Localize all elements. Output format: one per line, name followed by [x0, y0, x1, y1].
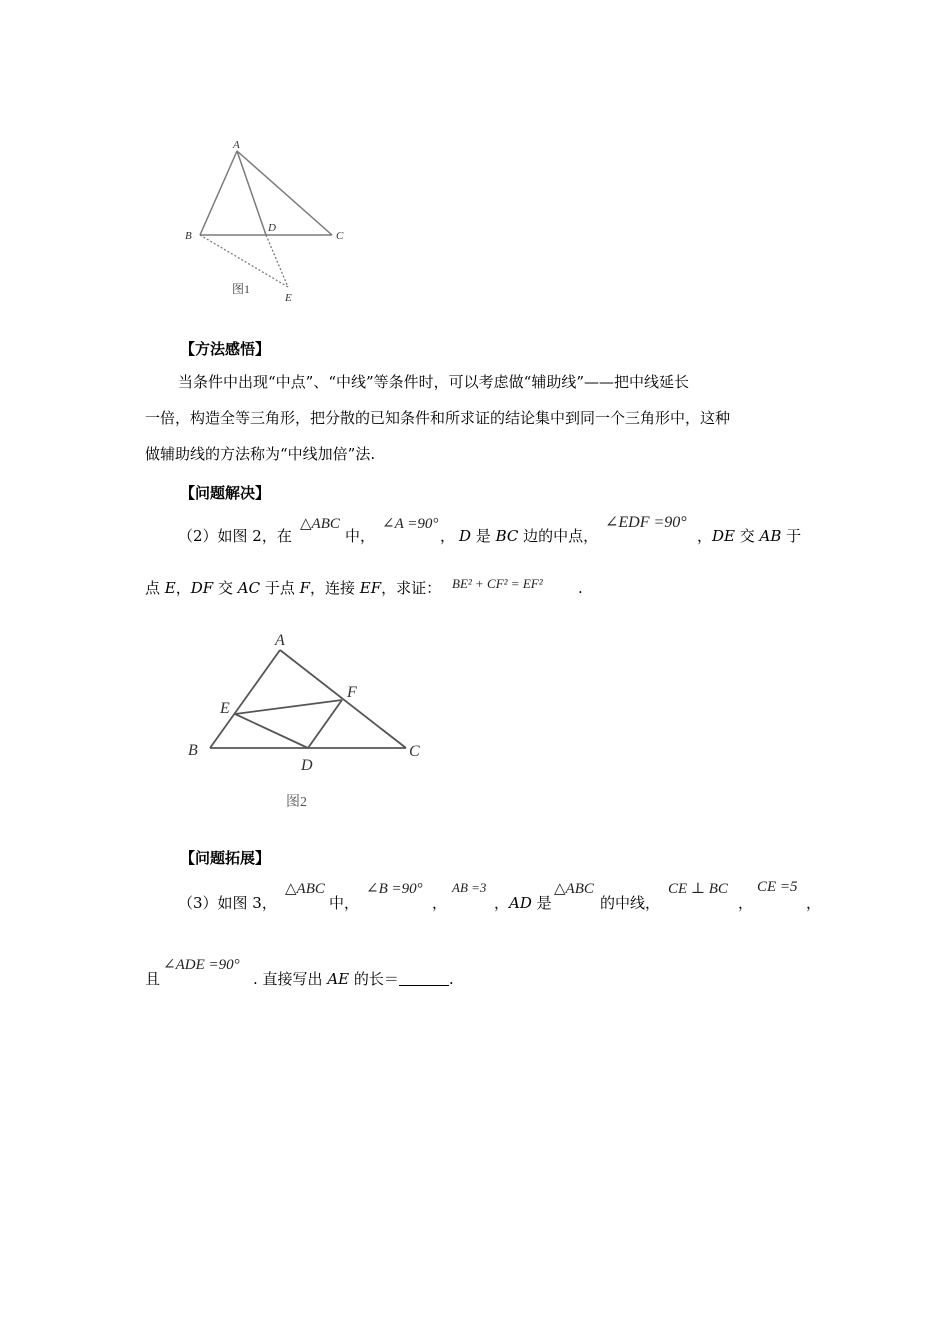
fig1-dashed-DE — [266, 235, 288, 287]
figure-1 — [170, 135, 370, 315]
solve-zhong: 中， — [345, 527, 376, 545]
extend-median: 的中线， — [600, 894, 661, 912]
fig2-line-AB — [210, 650, 280, 748]
fig2-line-EF — [235, 700, 342, 714]
fig2-label-B: B — [188, 742, 198, 759]
fig1-label-D: D — [268, 222, 276, 234]
answer-blank[interactable] — [399, 971, 449, 986]
extend-line2-rest — [253, 969, 454, 989]
fig2-line-DF — [308, 700, 342, 748]
fig2-line-AC — [280, 650, 406, 748]
extend-end-period: . — [448, 970, 454, 988]
extend-ab-3: AB =3 — [452, 880, 487, 895]
solve-heading: 【问题解决】 — [180, 484, 271, 502]
extend-triangle-abc-1: △ABC — [285, 881, 325, 897]
fig2-caption: 图2 — [286, 795, 307, 810]
method-heading: 【方法感悟】 — [180, 340, 271, 358]
extend-var-ad: AD — [509, 894, 532, 912]
solve-l2-qiuzheng: ，求证： — [381, 579, 442, 597]
extend-angle-b: ∠B =90° — [366, 881, 423, 897]
extend-angle-ade: ∠ADE =90° — [163, 957, 240, 973]
extend-comma-1: ， — [432, 894, 448, 912]
solve-comma-2: ， — [697, 527, 713, 545]
extend-zhong: 中， — [329, 894, 360, 912]
extend-direct: . 直接写出 — [253, 970, 328, 988]
solve-l2-yudian: 于点 — [260, 579, 300, 597]
fig2-label-C: C — [409, 743, 420, 760]
solve-line1-tail — [697, 526, 801, 546]
extend-heading: 【问题拓展】 — [180, 849, 271, 867]
solve-line1-rest — [459, 526, 598, 546]
solve-var-ab: AB — [759, 527, 782, 545]
solve-angle-edf: ∠EDF =90° — [605, 514, 687, 531]
fig2-label-F: F — [347, 684, 357, 701]
method-line-2: 一倍，构造全等三角形，把分散的已知条件和所求证的结论集中到同一个三角形中，这种 — [145, 409, 731, 427]
solve-var-d: D — [459, 527, 472, 545]
solve-word-shi: 是 — [471, 527, 496, 545]
extend-prefix: （3）如图 3， — [178, 894, 277, 912]
extend-qie: 且 — [145, 970, 161, 988]
solve-l2-ac: AC — [237, 579, 261, 597]
solve-l2-c1: ， — [175, 579, 191, 597]
fig2-label-D: D — [301, 757, 313, 774]
solve-period: . — [578, 579, 583, 597]
solve-triangle-abc: △ABC — [300, 516, 340, 532]
fig1-caption: 图1 — [232, 282, 251, 296]
solve-comma-1: ， — [440, 527, 456, 545]
fig1-line-AB — [200, 151, 237, 235]
fig2-label-E: E — [220, 700, 230, 717]
fig1-label-E: E — [285, 292, 292, 304]
extend-word-shi: 是 — [531, 894, 552, 912]
solve-word-midpoint: 边的中点， — [518, 527, 599, 545]
method-line-1: 当条件中出现“中点”、“中线”等条件时，可以考虑做“辅助线”——把中线延长 — [178, 373, 690, 391]
solve-line2 — [145, 578, 441, 598]
fig1-dashed-BE — [200, 235, 288, 287]
solve-l2-e: E — [164, 579, 176, 597]
solve-l2-df: DF — [190, 579, 214, 597]
extend-var-ae: AE — [327, 970, 350, 988]
figure-2 — [180, 625, 440, 820]
method-line-3: 做辅助线的方法称为“中线加倍”法. — [145, 445, 376, 463]
solve-l2-ef: EF — [359, 579, 382, 597]
fig2-label-A: A — [275, 632, 285, 649]
fig1-label-A: A — [233, 139, 240, 151]
extend-ce-perp-bc: CE ⊥ BC — [668, 881, 728, 897]
extend-triangle-abc-2: △ABC — [554, 881, 594, 897]
fig1-label-C: C — [336, 230, 344, 242]
solve-word-yu: 于 — [781, 527, 802, 545]
solve-var-de: DE — [712, 527, 735, 545]
solve-l2-dian: 点 — [145, 579, 165, 597]
solve-l2-lianjie: ，连接 — [310, 579, 360, 597]
extend-comma-2: ， — [494, 894, 510, 912]
solve-var-bc: BC — [495, 527, 519, 545]
extend-ce-5: CE =5 — [757, 879, 798, 895]
extend-comma-3: ， — [738, 894, 754, 912]
solve-formula: BE² + CF² = EF² — [452, 576, 543, 591]
extend-mid-1 — [494, 893, 552, 913]
solve-l2-f: F — [299, 579, 311, 597]
solve-prefix: （2）如图 2，在 — [178, 527, 292, 545]
solve-word-jiao: 交 — [735, 527, 760, 545]
solve-angle-a: ∠A =90° — [382, 516, 439, 532]
extend-length-eq: 的长＝ — [349, 970, 399, 988]
extend-comma-4: ， — [806, 894, 822, 912]
fig1-label-B: B — [185, 230, 192, 242]
fig2-line-ED — [235, 714, 308, 748]
solve-l2-jiao: 交 — [213, 579, 238, 597]
